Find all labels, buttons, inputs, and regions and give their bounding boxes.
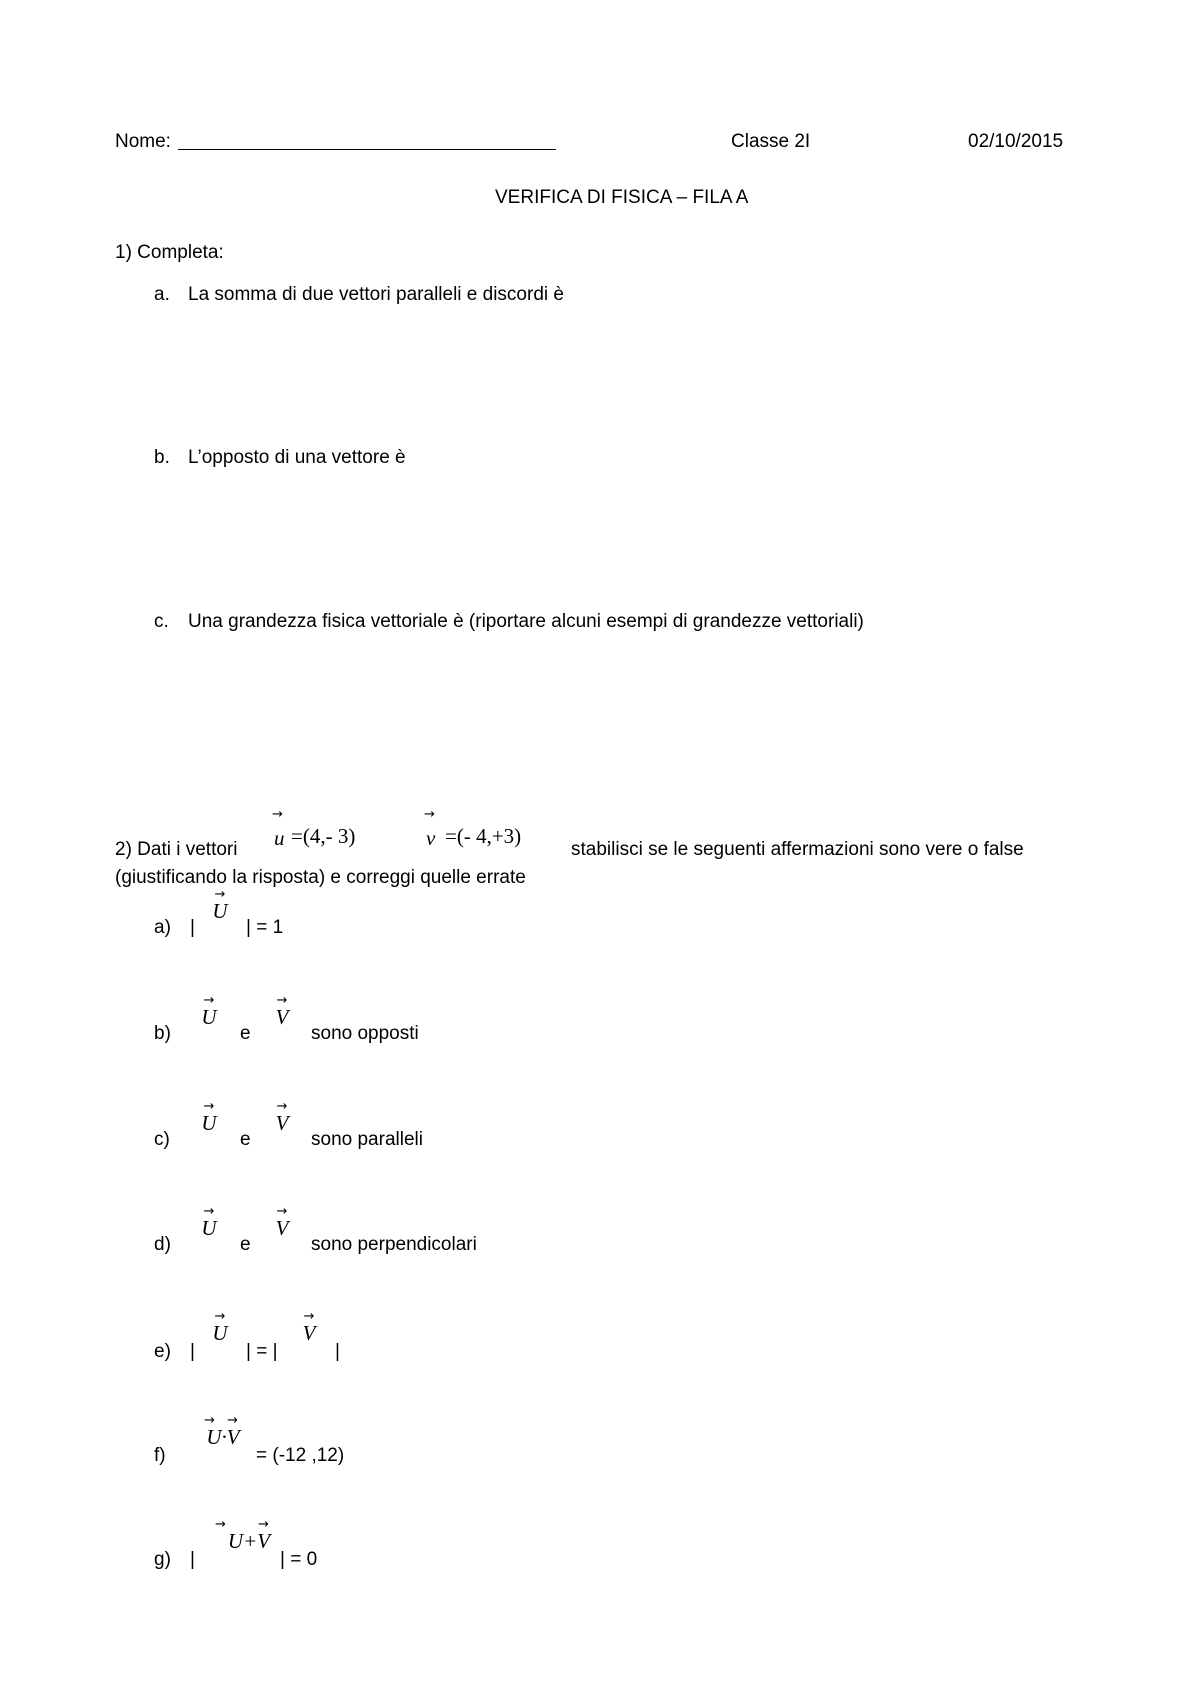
q1-item-a-marker: a. bbox=[154, 284, 170, 305]
vector-arrow-icon: → bbox=[203, 1099, 215, 1114]
vector-arrow-icon: → bbox=[303, 1309, 315, 1324]
q1-item-b-text: L’opposto di una vettore è bbox=[188, 447, 406, 468]
vector-v: → V bbox=[275, 1099, 289, 1135]
q2-intro-line2: (giustificando la risposta) e correggi quelle errate bbox=[115, 867, 526, 888]
vector-u: → U bbox=[201, 1099, 217, 1135]
vector-u: → U bbox=[201, 993, 217, 1029]
vector-arrow-icon: → bbox=[272, 807, 283, 822]
conjunction: e bbox=[240, 1023, 251, 1044]
conjunction: e bbox=[240, 1234, 251, 1255]
vector-u: → U bbox=[212, 1309, 228, 1345]
vector-arrow-icon: → bbox=[203, 1204, 215, 1219]
q2-intro: 2) Dati i vettori bbox=[115, 839, 238, 860]
q1-heading: 1) Completa: bbox=[115, 242, 224, 263]
q2-item-e-mid: | = | bbox=[246, 1341, 278, 1362]
vector-v: → V bbox=[275, 1204, 289, 1240]
vector-v-definition bbox=[424, 808, 435, 821]
q2-intro-continuation: stabilisci se le seguenti affermazioni sono vere o false bbox=[571, 839, 1024, 860]
vector-arrow-icon: → bbox=[424, 807, 435, 822]
q2-item-f-rhs: = (-12 ,12) bbox=[256, 1445, 345, 1466]
vector-arrow-icon: → bbox=[214, 887, 226, 902]
q2-item-a-rhs: | = 1 bbox=[246, 917, 284, 938]
class-label: Classe 2I bbox=[731, 131, 811, 152]
q1-item-b-answer-area[interactable] bbox=[188, 473, 1068, 603]
q1-item-c-answer-area[interactable] bbox=[188, 637, 1068, 807]
abs-bar-left: | bbox=[190, 1341, 195, 1362]
abs-bar-left: | bbox=[190, 1549, 195, 1570]
vector-v: → V bbox=[302, 1309, 316, 1345]
page-title: VERIFICA DI FISICA – FILA A bbox=[495, 187, 749, 208]
vector-sum-expression: → → U+V bbox=[215, 1517, 283, 1553]
vector-u-components: =(4,- 3) bbox=[291, 824, 356, 848]
vector-v-symbol: v bbox=[426, 826, 436, 850]
q1-item-c-text: Una grandezza fisica vettoriale è (riportare alcuni esempi di grandezze vettoriali) bbox=[188, 611, 864, 632]
date: 02/10/2015 bbox=[968, 131, 1064, 152]
vector-arrow-icon: → bbox=[276, 1204, 288, 1219]
q2-item-b-rhs: sono opposti bbox=[311, 1023, 419, 1044]
q1-item-c-marker: c. bbox=[154, 611, 169, 632]
q2-item-e-end: | bbox=[335, 1341, 340, 1362]
q2-item-c-rhs: sono paralleli bbox=[311, 1129, 423, 1150]
vector-v: → V bbox=[275, 993, 289, 1029]
name-label: Nome: bbox=[115, 131, 171, 152]
vector-arrow-icon: → bbox=[214, 1309, 226, 1324]
vector-u: → U bbox=[212, 887, 228, 923]
double-arrow-icon: → → bbox=[215, 1517, 283, 1532]
vector-u-symbol: u bbox=[274, 826, 285, 850]
q2-item-b-marker: b) bbox=[154, 1023, 171, 1044]
vector-arrow-icon: → bbox=[276, 1099, 288, 1114]
q2-item-d-rhs: sono perpendicolari bbox=[311, 1234, 477, 1255]
abs-bar-left: | bbox=[190, 917, 195, 938]
vector-v-components: =(- 4,+3) bbox=[445, 824, 522, 848]
vector-u: → U bbox=[201, 1204, 217, 1240]
q2-item-g-rhs: | = 0 bbox=[280, 1549, 318, 1570]
vector-u-definition bbox=[272, 808, 283, 821]
vector-arrow-icon: → bbox=[276, 993, 288, 1008]
conjunction: e bbox=[240, 1129, 251, 1150]
q1-item-a-answer-area[interactable] bbox=[188, 310, 1068, 440]
q2-item-c-marker: c) bbox=[154, 1129, 170, 1150]
q1-item-b-marker: b. bbox=[154, 447, 170, 468]
q2-item-e-marker: e) bbox=[154, 1341, 171, 1362]
double-arrow-icon: → → bbox=[204, 1413, 242, 1428]
vector-arrow-icon: → bbox=[203, 993, 215, 1008]
q2-item-d-marker: d) bbox=[154, 1234, 171, 1255]
q2-item-g-marker: g) bbox=[154, 1549, 171, 1570]
q2-item-f-marker: f) bbox=[154, 1445, 166, 1466]
dot-product-expression: → → U·V bbox=[204, 1413, 242, 1449]
q2-item-a-marker: a) bbox=[154, 917, 171, 938]
q1-item-a-text: La somma di due vettori paralleli e discordi è bbox=[188, 284, 564, 305]
name-field[interactable] bbox=[178, 149, 556, 150]
